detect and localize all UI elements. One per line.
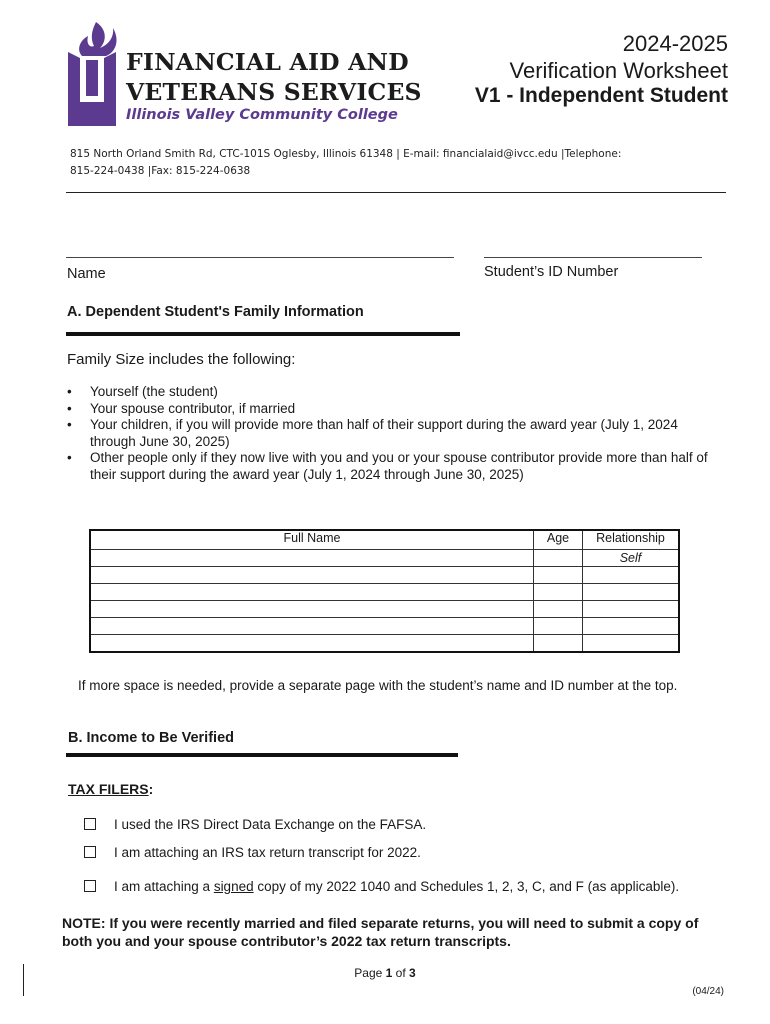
family-members-table [89,529,680,653]
org-name-line2: VETERANS SERVICES [126,78,422,106]
option-label: I used the IRS Direct Data Exchange on the FAFSA. [114,817,427,832]
list-item: • Other people only if they now live with you and you or your spouse contributor provide more than half of their support during the award year (July 1, 2024 through June 30, 2025) [66,450,726,483]
relationship-cell[interactable] [583,618,680,635]
married-note: NOTE: If you were recently married and filed separate returns, you will need to submit a copy of both you and your spouse contributor’s 2022 tax return transcripts. [62,915,699,949]
tax-filers-colon: : [148,781,154,797]
section-b-heading: B. Income to Be Verified [68,730,234,746]
org-name-line1: FINANCIAL AID AND [126,48,409,76]
family-size-intro: Family Size includes the following: [67,351,296,368]
table-row [90,584,679,601]
checkbox[interactable] [84,880,96,892]
age-cell[interactable] [534,601,583,618]
ivcc-torch-logo-icon [66,22,118,126]
relationship-cell[interactable] [583,601,680,618]
full-name-cell[interactable] [90,618,534,635]
relationship-cell[interactable] [583,584,680,601]
option-label-pre: I am attaching a [114,879,214,894]
full-name-cell[interactable] [90,635,534,653]
option-signed-1040 [84,879,679,894]
age-cell[interactable] [534,584,583,601]
tax-filers-heading [68,781,153,797]
column-header-relationship: Relationship [583,530,680,550]
age-cell[interactable] [534,635,583,653]
section-a-rule [66,332,460,336]
page-number: 1 [385,966,393,980]
table-row [90,618,679,635]
table-row [90,550,679,567]
full-name-cell[interactable] [90,550,534,567]
of-word: of [392,966,410,980]
option-irs-ddx [84,817,426,832]
option-label-signed: signed [213,879,254,894]
table-header-row [90,530,679,550]
college-name: Illinois Valley Community College [126,107,398,123]
table-row [90,635,679,653]
section-a-heading: A. Dependent Student's Family Information [67,304,364,320]
full-name-cell[interactable] [90,601,534,618]
age-cell[interactable] [534,618,583,635]
relationship-cell: Self [583,550,680,567]
option-label: I am attaching an IRS tax return transcript for 2022. [114,845,421,860]
table-row [90,601,679,618]
option-label-post: copy of my 2022 1040 and Schedules 1, 2, 3, C, and F (as applicable). [253,879,680,894]
document-subtitle: V1 - Independent Student [474,84,728,107]
name-label: Name [67,266,106,282]
student-id-field-line[interactable] [484,257,702,258]
contact-line2: 815-224-0438 |Fax: 815-224-0638 [70,165,251,177]
full-name-cell[interactable] [90,584,534,601]
list-item: • Yourself (the student) [66,384,726,401]
list-item: • Your spouse contributor, if married [66,401,726,418]
checkbox[interactable] [84,818,96,830]
list-item: • Your children, if you will provide more than half of their support during the award year (July 1, 2024 through June 30, 2025) [66,417,726,450]
award-year: 2024-2025 [622,31,728,56]
column-header-age: Age [534,530,583,550]
checkbox[interactable] [84,846,96,858]
margin-mark [23,964,24,996]
page-total: 3 [409,966,416,980]
name-field-line[interactable] [66,257,454,258]
table-row [90,567,679,584]
section-b-rule [66,753,458,757]
contact-line1: 815 North Orland Smith Rd, CTC-101S Oglesby, Illinois 61348 | E-mail: financialaid@ivcc.edu |Telephone: [70,148,622,160]
relationship-cell[interactable] [583,567,680,584]
page-word: Page [354,966,386,980]
age-cell[interactable] [534,550,583,567]
family-size-list [66,384,726,483]
full-name-cell[interactable] [90,567,534,584]
contact-info [70,146,650,180]
page-indicator [0,966,770,980]
student-id-label: Student’s ID Number [484,264,619,280]
column-header-full-name: Full Name [90,530,534,550]
tax-filers-label: TAX FILERS [68,781,149,797]
age-cell[interactable] [534,567,583,584]
revision-date: (04/24) [692,986,724,997]
document-title: Verification Worksheet [509,58,728,83]
header-divider [66,192,726,193]
relationship-cell[interactable] [583,635,680,653]
more-space-note: If more space is needed, provide a separate page with the student’s name and ID number at the top. [78,678,678,693]
option-tax-transcript [84,845,421,860]
